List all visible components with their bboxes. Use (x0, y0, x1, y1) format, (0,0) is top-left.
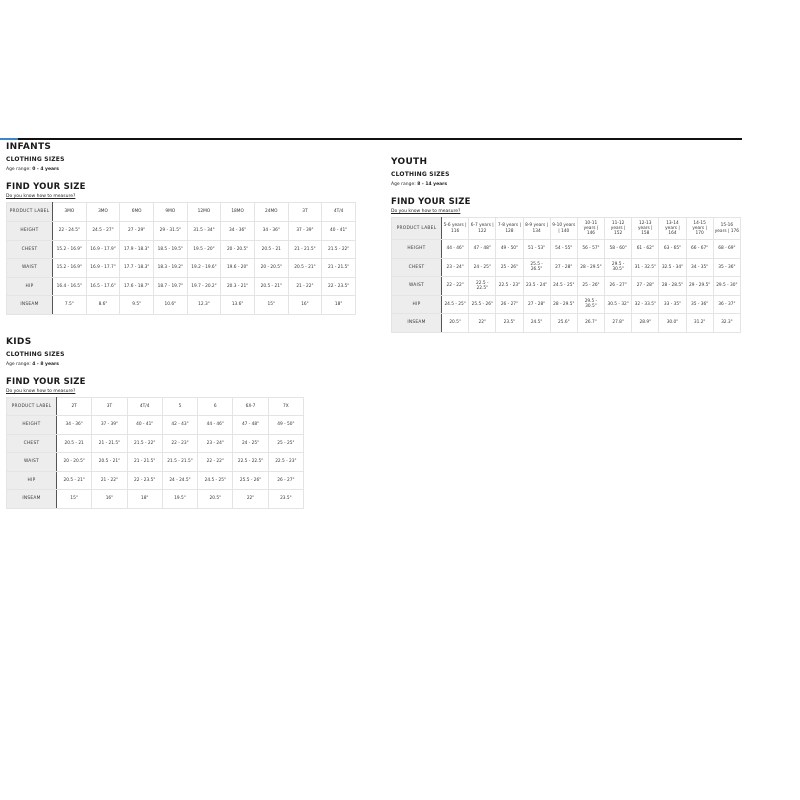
infants-cell: 19.7 - 20.2" (187, 277, 221, 296)
kids-cell: 21 - 21.5" (92, 434, 127, 453)
kids-cell: 22" (233, 490, 268, 509)
infants-cell: 18" (322, 296, 356, 315)
table-row (7, 416, 304, 435)
youth-cell: 22.5 - 23" (496, 277, 523, 296)
youth-cell: 20.5" (442, 314, 469, 333)
kids-cell: 22 - 22" (198, 453, 233, 472)
youth-size-header: 8-9 years | 134 (523, 218, 550, 240)
infants-size-header: 3T (288, 203, 322, 222)
youth-cell: 22 - 22" (442, 277, 469, 296)
kids-cell: 24 - 25" (233, 434, 268, 453)
youth-row-label: INSEAM (392, 314, 442, 333)
kids-size-header: 6X-7 (233, 398, 268, 416)
kids-cell: 20.5" (198, 490, 233, 509)
youth-cell: 25 - 26" (577, 277, 604, 296)
infants-cell: 24.5 - 27" (86, 222, 120, 241)
youth-cell: 32.5 - 34" (659, 258, 686, 277)
kids-cell: 22.5 - 22.5" (233, 453, 268, 472)
youth-row-label: HIP (392, 295, 442, 314)
kids-cell: 34 - 36" (57, 416, 92, 435)
infants-age-range (6, 167, 356, 173)
kids-cell: 42 - 43" (162, 416, 197, 435)
kids-size-header: 6 (198, 398, 233, 416)
infants-size-header: 6MO (120, 203, 154, 222)
youth-cell: 32 - 33.5" (632, 295, 659, 314)
infants-cell: 20.5 - 21" (288, 259, 322, 278)
youth-cell: 23.5" (496, 314, 523, 333)
youth-size-table (391, 217, 741, 333)
infants-cell: 20 - 20.5" (221, 240, 255, 259)
kids-header-row (7, 398, 304, 416)
youth-cell: 27 - 28" (523, 295, 550, 314)
youth-cell: 26 - 27" (605, 277, 632, 296)
kids-row-label: CHEST (7, 434, 57, 453)
infants-product-label-header: PRODUCT LABEL (7, 203, 53, 222)
infants-cell: 18.7 - 19.7" (153, 277, 187, 296)
kids-cell: 20 - 20.5" (57, 453, 92, 472)
infants-cell: 9.5" (120, 296, 154, 315)
infants-cell: 40 - 41" (322, 222, 356, 241)
kids-cell: 37 - 39" (92, 416, 127, 435)
infants-size-header: 4T/4 (322, 203, 356, 222)
youth-cell: 28 - 29.5" (550, 295, 577, 314)
kids-row-label: HEIGHT (7, 416, 57, 435)
infants-cell: 16.9 - 17.7" (86, 259, 120, 278)
kids-cell: 23.5" (268, 490, 303, 509)
youth-cell: 24.5" (523, 314, 550, 333)
infants-measure-link[interactable]: Do you know how to measure? (6, 194, 76, 199)
youth-cell: 34 - 35" (686, 258, 713, 277)
infants-cell: 16.9 - 17.9" (86, 240, 120, 259)
youth-cell: 25.6" (550, 314, 577, 333)
kids-cell: 22 - 23.5" (127, 471, 162, 490)
kids-size-header: 7X (268, 398, 303, 416)
infants-age-value: 0 - 4 years (32, 167, 59, 172)
infants-cell: 16.5 - 17.6" (86, 277, 120, 296)
youth-row-label: WAIST (392, 277, 442, 296)
kids-row-label: WAIST (7, 453, 57, 472)
infants-cell: 19.5 - 20" (187, 240, 221, 259)
youth-cell: 31.2" (686, 314, 713, 333)
infants-size-header: 9MO (153, 203, 187, 222)
infants-section (6, 142, 356, 315)
infants-find-title: FIND YOUR SIZE (6, 182, 86, 192)
infants-header-row (7, 203, 356, 222)
youth-cell: 35 - 36" (713, 258, 740, 277)
youth-size-header: 6-7 years | 122 (469, 218, 496, 240)
kids-size-table (6, 397, 304, 509)
youth-cell: 26 - 27" (496, 295, 523, 314)
infants-cell: 21 - 21.5" (288, 240, 322, 259)
youth-cell: 22" (469, 314, 496, 333)
youth-size-header: 9-10 years | 140 (550, 218, 577, 240)
infants-cell: 15" (254, 296, 288, 315)
infants-cell: 37 - 39" (288, 222, 322, 241)
infants-row-label: INSEAM (7, 296, 53, 315)
table-row (7, 296, 356, 315)
kids-cell: 19.5" (162, 490, 197, 509)
kids-age-value: 4 - 8 years (32, 362, 59, 367)
youth-row-label: HEIGHT (392, 240, 442, 259)
youth-cell: 26.7" (577, 314, 604, 333)
kids-cell: 22.5 - 23" (268, 453, 303, 472)
kids-cell: 22 - 23" (162, 434, 197, 453)
youth-cell: 58 - 60" (605, 240, 632, 259)
kids-age-prefix: Age range: (6, 362, 31, 367)
infants-cell: 12.3" (187, 296, 221, 315)
infants-size-header: 18MO (221, 203, 255, 222)
youth-cell: 66 - 67" (686, 240, 713, 259)
table-row (7, 471, 304, 490)
infants-cell: 21 - 22" (288, 277, 322, 296)
youth-cell: 56 - 57" (577, 240, 604, 259)
infants-cell: 27 - 29" (120, 222, 154, 241)
table-row (7, 222, 356, 241)
infants-cell: 31.5 - 34" (187, 222, 221, 241)
infants-cell: 20 - 20.5" (254, 259, 288, 278)
table-row (392, 258, 741, 277)
kids-cell: 26 - 27" (268, 471, 303, 490)
youth-cell: 28 - 29.5" (577, 258, 604, 277)
kids-row-label: INSEAM (7, 490, 57, 509)
infants-cell: 15.2 - 16.9" (53, 259, 87, 278)
infants-cell: 17.9 - 18.3" (120, 240, 154, 259)
youth-cell: 24 - 25" (469, 258, 496, 277)
kids-size-header: 4T/4 (127, 398, 162, 416)
infants-size-header: 3MO (53, 203, 87, 222)
youth-cell: 25 - 26" (496, 258, 523, 277)
kids-age-range (6, 362, 304, 368)
infants-row-label: HIP (7, 277, 53, 296)
youth-cell: 29.5 - 30.5" (577, 295, 604, 314)
youth-cell: 30.0" (659, 314, 686, 333)
youth-product-label-header: PRODUCT LABEL (392, 218, 442, 240)
youth-measure-link[interactable]: Do you know how to measure? (391, 209, 461, 214)
youth-cell: 63 - 65" (659, 240, 686, 259)
youth-cell: 44 - 46" (442, 240, 469, 259)
youth-cell: 28 - 28.5" (659, 277, 686, 296)
kids-cell: 20.5 - 21" (57, 471, 92, 490)
youth-cell: 24.5 - 25" (442, 295, 469, 314)
kids-subtitle: CLOTHING SIZES (6, 351, 65, 358)
youth-size-header: 7-8 years | 128 (496, 218, 523, 240)
infants-title: INFANTS (6, 142, 52, 152)
youth-cell: 32.3" (713, 314, 740, 333)
youth-subtitle: CLOTHING SIZES (391, 171, 450, 178)
kids-size-header: 5 (162, 398, 197, 416)
infants-cell: 17.6 - 18.7" (120, 277, 154, 296)
infants-cell: 13.6" (221, 296, 255, 315)
kids-cell: 44 - 46" (198, 416, 233, 435)
youth-cell: 29.5 - 30" (713, 277, 740, 296)
kids-cell: 25 - 25" (268, 434, 303, 453)
kids-cell: 18" (127, 490, 162, 509)
youth-size-header: 15-16 years | 176 (713, 218, 740, 240)
youth-size-header: 12-13 years | 158 (632, 218, 659, 240)
youth-cell: 23.5 - 24" (523, 277, 550, 296)
youth-cell: 25.5 - 26.5" (523, 258, 550, 277)
table-row (7, 434, 304, 453)
infants-cell: 20.5 - 21" (254, 277, 288, 296)
youth-cell: 35 - 36" (686, 295, 713, 314)
kids-size-header: 2T (57, 398, 92, 416)
infants-cell: 22 - 23.5" (322, 277, 356, 296)
infants-cell: 29 - 31.5" (153, 222, 187, 241)
infants-cell: 18.3 - 19.2" (153, 259, 187, 278)
kids-cell: 21 - 22" (92, 471, 127, 490)
youth-find-title: FIND YOUR SIZE (391, 197, 471, 207)
youth-cell: 27.8" (605, 314, 632, 333)
infants-age-prefix: Age range: (6, 167, 31, 172)
infants-subtitle: CLOTHING SIZES (6, 156, 65, 163)
youth-cell: 61 - 62" (632, 240, 659, 259)
kids-cell: 15" (57, 490, 92, 509)
infants-cell: 10.6" (153, 296, 187, 315)
infants-cell: 22 - 24.5" (53, 222, 87, 241)
youth-size-header: 10-11 years | 146 (577, 218, 604, 240)
kids-cell: 40 - 41" (127, 416, 162, 435)
youth-cell: 51 - 53" (523, 240, 550, 259)
youth-cell: 25.5 - 26" (469, 295, 496, 314)
infants-cell: 20.3 - 21" (221, 277, 255, 296)
kids-cell: 21 - 21.5" (127, 453, 162, 472)
youth-cell: 54 - 55" (550, 240, 577, 259)
kids-cell: 21.5 - 21.5" (162, 453, 197, 472)
youth-size-header: 11-12 years | 152 (605, 218, 632, 240)
infants-cell: 20.5 - 21 (254, 240, 288, 259)
youth-cell: 27 - 28" (632, 277, 659, 296)
youth-cell: 30.5 - 32" (605, 295, 632, 314)
kids-cell: 24.5 - 25" (198, 471, 233, 490)
kids-cell: 49 - 50" (268, 416, 303, 435)
table-row (392, 295, 741, 314)
youth-cell: 24.5 - 25" (550, 277, 577, 296)
youth-title: YOUTH (391, 157, 428, 167)
infants-size-header: 24MO (254, 203, 288, 222)
youth-row-label: CHEST (392, 258, 442, 277)
infants-cell: 34 - 36" (254, 222, 288, 241)
kids-measure-link[interactable]: Do you know how to measure? (6, 389, 76, 394)
youth-size-header: 14-15 years | 170 (686, 218, 713, 240)
table-row (392, 240, 741, 259)
youth-cell: 33 - 35" (659, 295, 686, 314)
top-accent (0, 138, 18, 140)
kids-cell: 47 - 48" (233, 416, 268, 435)
kids-section (6, 337, 304, 509)
kids-cell: 20.5 - 21 (57, 434, 92, 453)
kids-cell: 25.5 - 26" (233, 471, 268, 490)
youth-age-range (391, 182, 741, 188)
kids-size-header: 3T (92, 398, 127, 416)
infants-row-label: CHEST (7, 240, 53, 259)
youth-cell: 27 - 28" (550, 258, 577, 277)
infants-cell: 21.5 - 22" (322, 240, 356, 259)
table-row (7, 453, 304, 472)
youth-cell: 68 - 69" (713, 240, 740, 259)
kids-find-title: FIND YOUR SIZE (6, 377, 86, 387)
infants-cell: 15.2 - 16.9" (53, 240, 87, 259)
kids-cell: 23 - 24" (198, 434, 233, 453)
infants-size-table (6, 202, 356, 315)
youth-cell: 31 - 32.5" (632, 258, 659, 277)
youth-cell: 29.5 - 30.5" (605, 258, 632, 277)
infants-row-label: HEIGHT (7, 222, 53, 241)
infants-cell: 17.7 - 18.3" (120, 259, 154, 278)
kids-cell: 21.5 - 22" (127, 434, 162, 453)
table-row (7, 259, 356, 278)
kids-product-label-header: PRODUCT LABEL (7, 398, 57, 416)
table-row (7, 490, 304, 509)
infants-cell: 8.6" (86, 296, 120, 315)
youth-size-header: 5-6 years | 116 (442, 218, 469, 240)
youth-cell: 28.9" (632, 314, 659, 333)
infants-row-label: WAIST (7, 259, 53, 278)
kids-row-label: HIP (7, 471, 57, 490)
table-row (7, 277, 356, 296)
table-row (392, 314, 741, 333)
infants-cell: 18.5 - 19.5" (153, 240, 187, 259)
youth-size-header: 13-14 years | 164 (659, 218, 686, 240)
infants-cell: 21 - 21.5" (322, 259, 356, 278)
youth-cell: 23 - 24" (442, 258, 469, 277)
youth-cell: 49 - 50" (496, 240, 523, 259)
kids-cell: 16" (92, 490, 127, 509)
kids-cell: 24 - 24.5" (162, 471, 197, 490)
youth-age-prefix: Age range: (391, 182, 416, 187)
youth-age-value: 8 - 14 years (417, 182, 448, 187)
youth-cell: 47 - 48" (469, 240, 496, 259)
infants-cell: 19.6 - 20" (221, 259, 255, 278)
youth-section (391, 157, 741, 333)
table-row (392, 277, 741, 296)
infants-cell: 7.5" (53, 296, 87, 315)
infants-cell: 34 - 36" (221, 222, 255, 241)
top-rule (0, 138, 742, 140)
youth-header-row (392, 218, 741, 240)
infants-cell: 19.2 - 19.6" (187, 259, 221, 278)
youth-cell: 29 - 29.5" (686, 277, 713, 296)
kids-title: KIDS (6, 337, 32, 347)
infants-cell: 16.4 - 16.5" (53, 277, 87, 296)
kids-cell: 20.5 - 21" (92, 453, 127, 472)
infants-size-header: 12MO (187, 203, 221, 222)
table-row (7, 240, 356, 259)
infants-cell: 16" (288, 296, 322, 315)
youth-cell: 22.5 - 22.5" (469, 277, 496, 296)
infants-size-header: 3MO (86, 203, 120, 222)
youth-cell: 36 - 37" (713, 295, 740, 314)
